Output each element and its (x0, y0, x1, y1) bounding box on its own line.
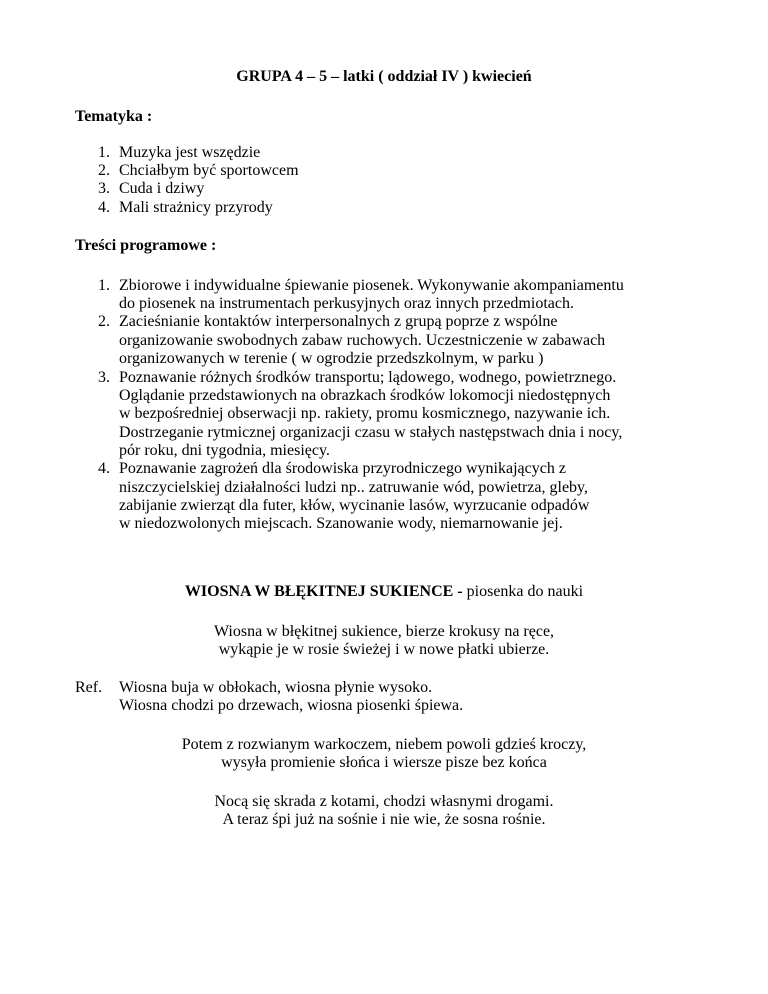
list-number: 1. (98, 144, 110, 161)
list-text: Zacieśnianie kontaktów interpersonalnych z grupą poprze z wspólne (119, 313, 558, 330)
list-text: organizowanie swobodnych zabaw ruchowych. Uczestniczenie w zabawach (119, 332, 606, 349)
lyric-line: Wiosna buja w obłokach, wiosna płynie wysoko. (119, 679, 433, 696)
list-text: w niedozwolonych miejscach. Szanowanie wody, niemarnowanie jej. (119, 515, 563, 532)
lyric-line: A teraz śpi już na sośnie i nie wie, że sosna rośnie. (222, 811, 546, 828)
lyric-line: Wiosna chodzi po drzewach, wiosna piosenki śpiewa. (119, 697, 464, 714)
list-text: pór roku, dni tygodnia, miesięcy. (119, 442, 330, 459)
list-number: 1. (98, 277, 110, 294)
list-text: Chciałbym być sportowcem (119, 162, 299, 179)
list-text: Cuda i dziwy (119, 180, 205, 197)
list-text: w bezpośredniej obserwacji np. rakiety, promu kosmicznego, nazywanie ich. (119, 405, 611, 422)
refrain-label: Ref. (75, 679, 103, 696)
lyric-line: Nocą się skrada z kotami, chodzi własnymi drogami. (214, 793, 554, 810)
lyric-line: Potem z rozwianym warkoczem, niebem powoli gdzieś kroczy, (181, 736, 587, 753)
song-title-bold: WIOSNA W BŁĘKITNEJ SUKIENCE - (184, 583, 463, 600)
list-text: zabijanie zwierząt dla futer, kłów, wycinanie lasów, wyrzucanie odpadów (119, 497, 590, 514)
document-title: GRUPA 4 – 5 – latki ( oddział IV ) kwiecień (236, 68, 532, 85)
lyric-line: wykąpie je w rosie świeżej i w nowe płatki ubierze. (218, 641, 550, 658)
list-number: 3. (98, 369, 110, 386)
list-text: Poznawanie różnych środków transportu; lądowego, wodnego, powietrznego. (119, 369, 617, 386)
list-number: 3. (98, 180, 110, 197)
lyric-line: wysyła promienie słońca i wiersze pisze bez końca (221, 754, 547, 771)
topics-heading: Tematyka : (75, 108, 153, 125)
list-text: Zbiorowe i indywidualne śpiewanie piosenek. Wykonywanie akompaniamentu (119, 277, 624, 294)
list-number: 2. (98, 313, 110, 330)
list-text: Muzyka jest wszędzie (119, 144, 261, 161)
list-number: 4. (98, 460, 110, 477)
song-title (0, 583, 768, 601)
list-text: Poznawanie zagrożeń dla środowiska przyrodniczego wynikających z (119, 460, 566, 477)
list-text: organizowanych w terenie ( w ogrodzie przedszkolnym, w parku ) (119, 350, 544, 367)
list-text: Dostrzeganie rytmicznej organizacji czasu w stałych następstwach dnia i nocy, (119, 424, 623, 441)
list-text: do piosenek na instrumentach perkusyjnych oraz innych przedmiotach. (119, 295, 574, 312)
list-text: Oglądanie przedstawionych na obrazkach środków lokomocji niedostępnych (119, 387, 611, 404)
lyric-line: Wiosna w błękitnej sukience, bierze krokusy na ręce, (213, 623, 555, 640)
list-number: 4. (98, 199, 110, 216)
list-number: 2. (98, 162, 110, 179)
list-text: niszczycielskiej działalności ludzi np.. zatruwanie wód, powietrza, gleby, (119, 479, 589, 496)
song-title-note: piosenka do nauki (462, 583, 584, 600)
list-text: Mali strażnicy przyrody (119, 199, 273, 216)
program-heading: Treści programowe : (75, 237, 217, 254)
